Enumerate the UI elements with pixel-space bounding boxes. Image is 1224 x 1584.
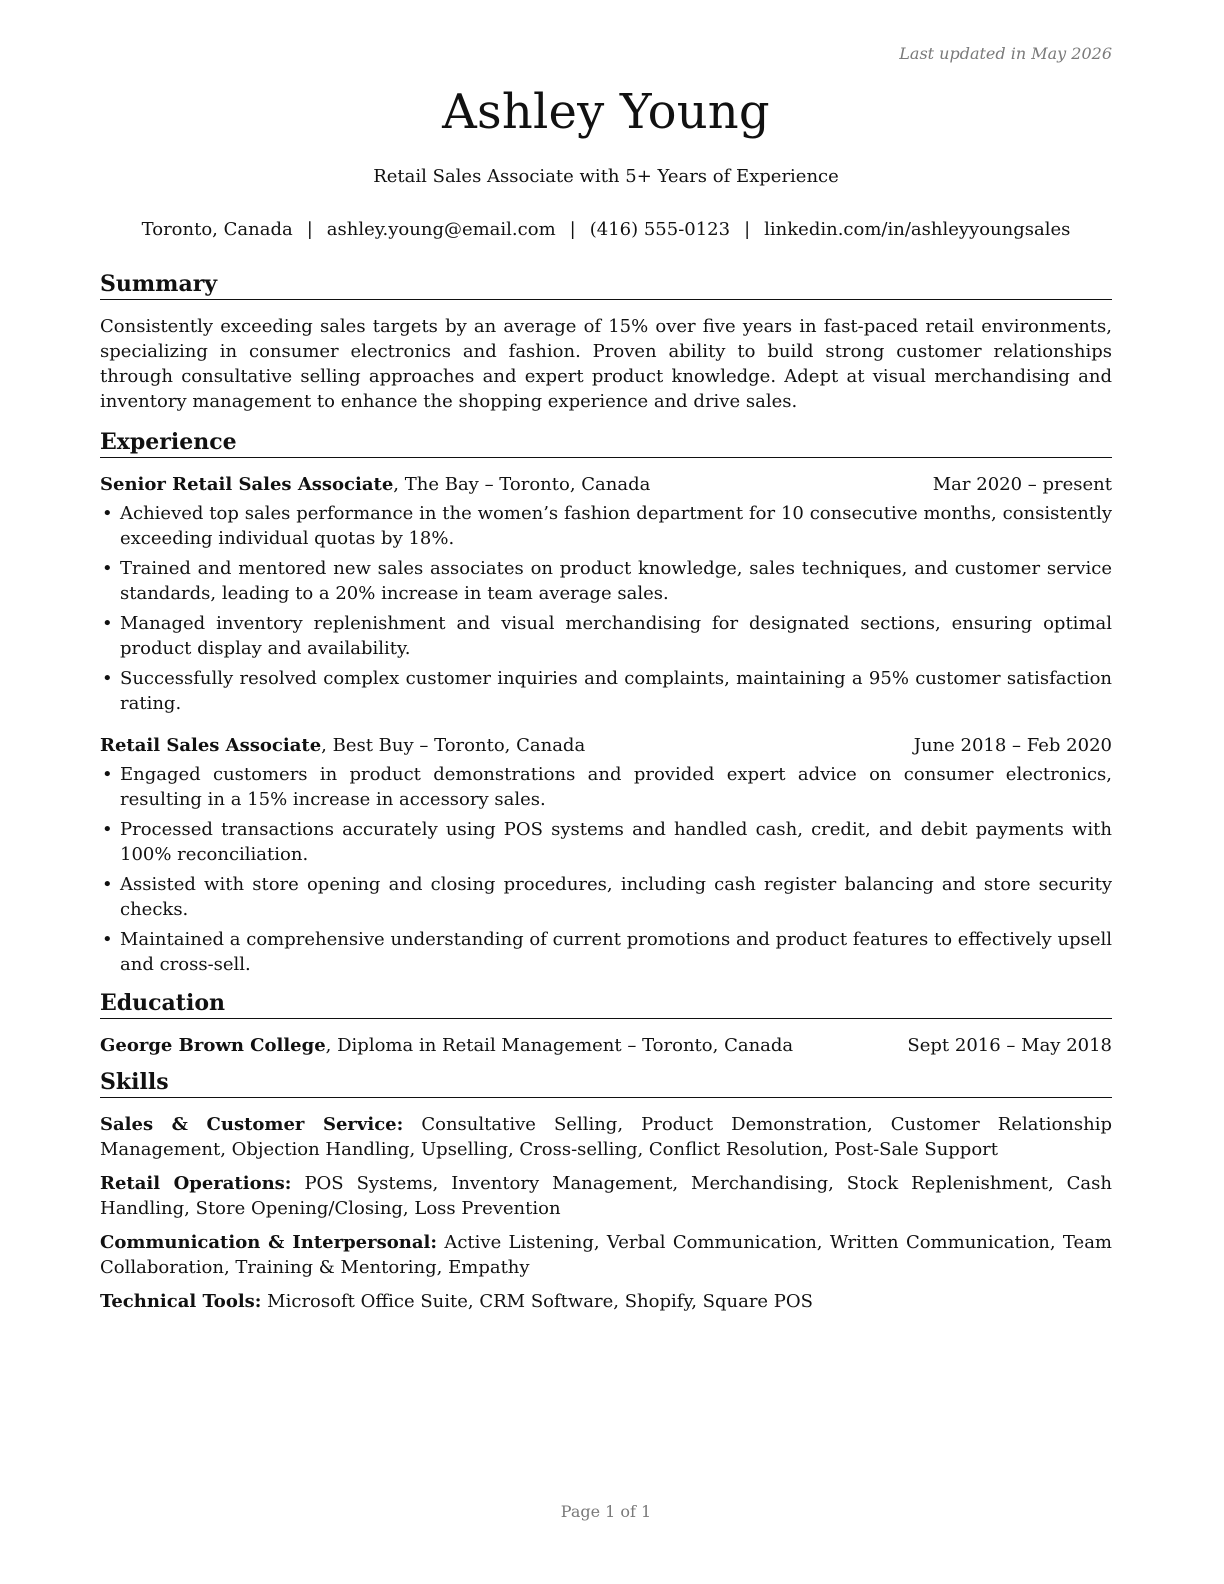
job-bullet: • Engaged customers in product demonstrations and provided expert advice on consumer electronics, resulting in a 15% increase in accessory sales. — [100, 762, 1112, 812]
section-heading-experience: Experience — [100, 428, 1112, 458]
candidate-name: Ashley Young — [442, 84, 770, 140]
contact-location: Toronto, Canada — [141, 219, 293, 240]
skill-group-label: Technical Tools: — [100, 1291, 262, 1312]
job-dates: Mar 2020 – present — [932, 474, 1112, 495]
job-header — [100, 733, 1112, 758]
resume-page — [100, 0, 1112, 1584]
job-bullet: • Successfully resolved complex customer inquiries and complaints, maintaining a 95% customer satisfaction rating. — [100, 666, 1112, 716]
job-bullets — [100, 762, 1112, 977]
contact-separator: | — [744, 219, 751, 240]
resume-body — [100, 270, 1112, 1328]
experience-section — [100, 428, 1112, 977]
job-employer: , The Bay – Toronto, Canada — [393, 474, 651, 495]
job-entry — [100, 733, 1112, 977]
education-title-line — [100, 1033, 793, 1058]
job-entry — [100, 472, 1112, 716]
job-bullet: • Maintained a comprehensive understanding of current promotions and product features to effectively upsell and cross-sell. — [100, 927, 1112, 977]
job-title: Senior Retail Sales Associate — [100, 474, 394, 495]
summary-text: Consistently exceeding sales targets by an average of 15% over five years in fast-paced retail environments, specializing in consumer electronics and fashion. Proven ability to build strong customer relationships through consultative selling approaches and expert product knowledge. Adept at visual merchandising and inventory management to enhance the shopping experience and drive sales. — [100, 316, 1112, 412]
education-entry — [100, 1033, 1112, 1058]
skill-group — [100, 1289, 1112, 1314]
skill-group-items: Microsoft Office Suite, CRM Software, Shopify, Square POS — [267, 1291, 813, 1312]
skill-group-label: Sales & Customer Service: — [100, 1114, 404, 1135]
contact-separator: | — [306, 219, 313, 240]
job-bullet: • Processed transactions accurately using POS systems and handled cash, credit, and debit payments with 100% reconciliation. — [100, 817, 1112, 867]
job-employer: , Best Buy – Toronto, Canada — [321, 735, 586, 756]
education-detail: , Diploma in Retail Management – Toronto, Canada — [325, 1035, 794, 1056]
skill-group-label: Retail Operations: — [100, 1173, 292, 1194]
job-bullet: • Assisted with store opening and closing procedures, including cash register balancing and store security checks. — [100, 872, 1112, 922]
contact-linkedin[interactable]: linkedin.com/in/ashleyyoungsales — [764, 219, 1071, 240]
job-bullet: • Achieved top sales performance in the women’s fashion department for 10 consecutive months, consistently exceeding individual quotas by 18%. — [100, 501, 1112, 551]
last-updated-note: Last updated in May 2026 — [899, 44, 1112, 63]
job-bullet: • Managed inventory replenishment and visual merchandising for designated sections, ensuring optimal product display and availability. — [100, 611, 1112, 661]
page-indicator: Page 1 of 1 — [560, 1502, 652, 1521]
contact-phone: (416) 555-0123 — [589, 219, 731, 240]
skill-group — [100, 1112, 1112, 1162]
skill-group-items: Consultative Selling, Product Demonstration, Customer Relationship Management, Objection Handling, Upselling, Cross-selling, Conflict Resolution, Post-Sale Support — [100, 1114, 1112, 1160]
skill-group — [100, 1230, 1112, 1280]
job-dates: June 2018 – Feb 2020 — [913, 735, 1112, 756]
section-heading-summary: Summary — [100, 270, 1112, 300]
job-bullet: • Trained and mentored new sales associates on product knowledge, sales techniques, and customer service standards, leading to a 20% increase in team average sales. — [100, 556, 1112, 606]
education-dates: Sept 2016 – May 2018 — [907, 1035, 1112, 1056]
education-school: George Brown College — [100, 1035, 326, 1056]
contact-separator: | — [569, 219, 576, 240]
job-title-line — [100, 472, 650, 497]
job-header — [100, 472, 1112, 497]
skill-group-items: POS Systems, Inventory Management, Merchandising, Stock Replenishment, Cash Handling, Store Opening/Closing, Loss Prevention — [100, 1173, 1112, 1219]
skill-group-items: Active Listening, Verbal Communication, Written Communication, Team Collaboration, Training & Mentoring, Empathy — [100, 1232, 1112, 1278]
contact-line — [100, 219, 1112, 240]
skills-section — [100, 1068, 1112, 1314]
job-bullets — [100, 501, 1112, 716]
skill-group-label: Communication & Interpersonal: — [100, 1232, 437, 1253]
skill-group — [100, 1171, 1112, 1221]
job-title: Retail Sales Associate — [100, 735, 322, 756]
section-heading-education: Education — [100, 989, 1112, 1019]
candidate-headline: Retail Sales Associate with 5+ Years of Experience — [373, 166, 839, 187]
job-title-line — [100, 733, 585, 758]
education-section — [100, 989, 1112, 1058]
summary-section — [100, 270, 1112, 414]
section-heading-skills: Skills — [100, 1068, 1112, 1098]
contact-email[interactable]: ashley.young@email.com — [326, 219, 556, 240]
